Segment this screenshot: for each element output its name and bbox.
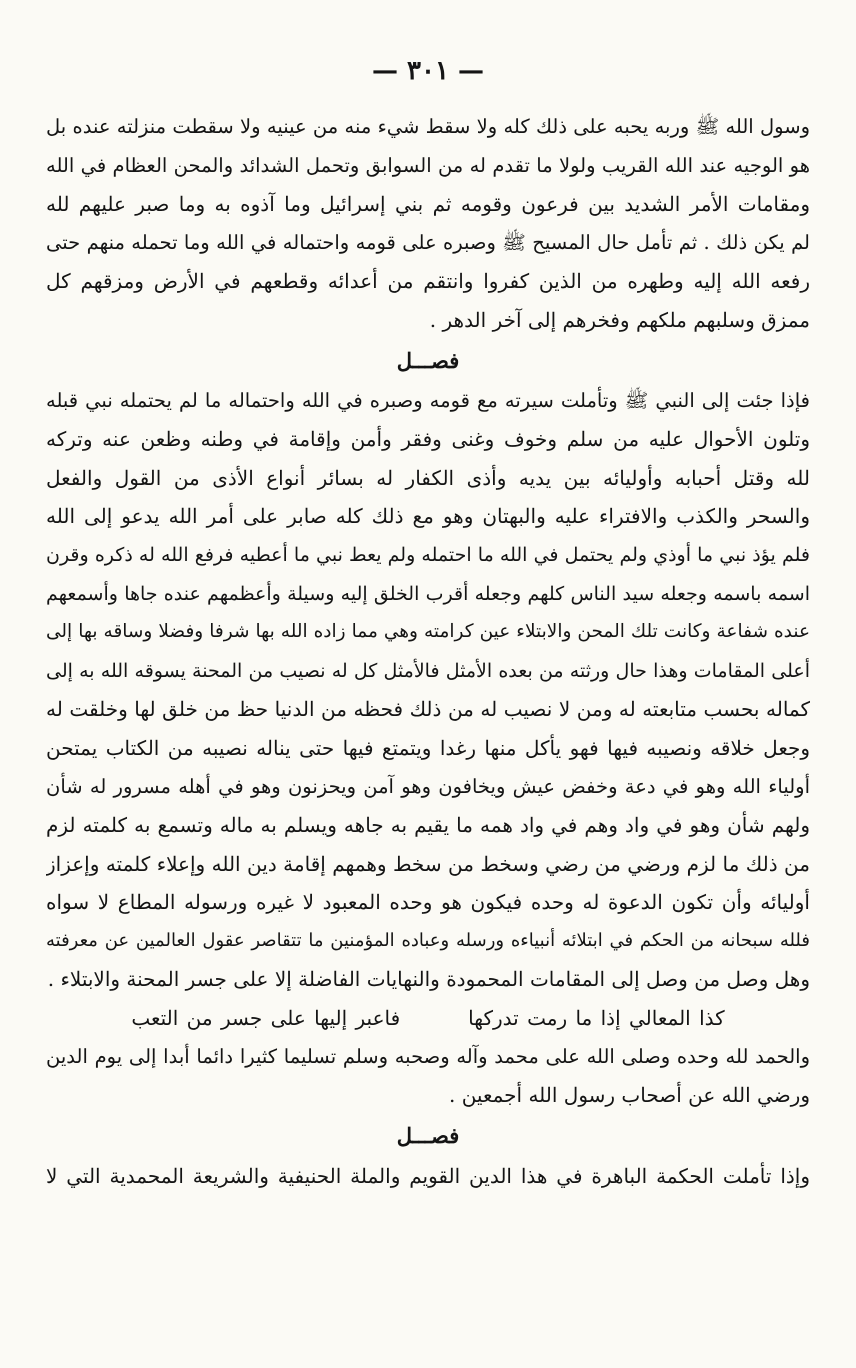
section-heading: فصـــل (396, 347, 460, 373)
verse-second-half: فاعبر إليها على جسر من التعب (131, 1006, 401, 1031)
text-line: وجعل خلاقه ونصيبه فيها فهو يأكل منها رغدا ويتمتع فيها حتى يناله نصيبه من الكتاب يمتحن (46, 735, 810, 760)
text-line: وهل وصل من وصل إلى المقامات المحمودة والنهايات الفاضلة إلا على جسر المحنة والابتلاء . (47, 967, 810, 992)
verse (46, 999, 810, 1038)
verse-first-half: كذا المعالي إذا ما رمت تدركها (468, 1006, 725, 1031)
text-line: فإذا جئت إلى النبي ﷺ وتأملت سيرته مع قومه وصبره في الله واحتماله ما لم يحتمله نبي قبله (46, 388, 810, 412)
text-line: ممزق وسلبهم ملكهم وفخرهم إلى آخر الدهر . (429, 307, 810, 332)
closing-paragraph (46, 1038, 810, 1115)
text-line: هو الوجيه عند الله القريب ولولا ما تقدم له من السوابق وتحمل الشدائد والمحن العظام في الله (46, 153, 810, 177)
text-line: والسحر والكذب والافتراء عليه والبهتان وهو مع ذلك كله صابر على أمر الله يدعو إلى الله (46, 504, 810, 529)
paragraph-3 (46, 1157, 810, 1196)
text-line: اسمه باسمه وجعله سيد الناس كلهم وجعله أقرب الخلق إليه وسيلة وأعظمهم عنده جاها وأسمعهم (46, 582, 810, 605)
text-line: والحمد لله وحده وصلى الله على محمد وآله وصحبه وسلم تسليما كثيرا دائما أبدا إلى يوم الدين (46, 1044, 810, 1068)
text-line: ولهم شأن وهو في واد وهم في واد همه ما يقيم به جاهه ويسلم به ماله وتسمع به كلمته لزم (46, 813, 810, 838)
text-line: لله وقتل أحبابه وأوليائه بين يديه وأذى الكفار له بسائر أنواع الأذى من القول والفعل (46, 465, 810, 490)
text-line: وإذا تأملت الحكمة الباهرة في هذا الدين القويم والملة الحنيفية والشريعة المحمدية التي لا (46, 1163, 810, 1188)
text-line: لم يكن ذلك . ثم تأمل حال المسيح ﷺ وصبره على قومه واحتماله في الله وما تحمله منهم حتى (46, 230, 810, 254)
text-line: وتلون الأحوال عليه من سلم وخوف وغنى وفقر وأمن وإقامة في وطنه وظعن عنه وتركه (46, 427, 810, 452)
text-line: فلم يؤذ نبي ما أوذي ولم يحتمل في الله ما احتمله ولم يعط نبي ما أعطيه فرفع الله له ذكره وقرن (46, 543, 810, 566)
section-heading: فصـــل (396, 1122, 460, 1148)
paragraph-1 (46, 108, 810, 340)
text-line: كماله بحسب متابعته له ومن لا نصيب له من ذلك فحظه من الدنيا حظ من خلق لها وخلقت له (46, 697, 810, 722)
text-line: من ذلك ما لزم ورضي من رضي وسخط من سخط وهمهم إقامة دين الله وإعلاء كلمته وإعزاز (46, 851, 810, 876)
text-line: ومقامات الأمر الشديد بين فرعون وقومه ثم بني إسرائيل وما آذوه به وما صبر عليهم لله (46, 192, 810, 217)
text-line: رفعه الله إليه وطهره من الذين كفروا وانتقم من أعدائه وقطعهم في الأرض ومزقهم كل (46, 269, 810, 294)
text-line: عنده شفاعة وكانت تلك المحن والابتلاء عين كرامته وهي مما زاده الله بها شرفا وفضلا وساقه بها إلى (46, 621, 810, 643)
text-line: أعلى المقامات وهذا حال ورثته من بعده الأمثل فالأمثل كل له نصيب من المحنة يسوقه الله به إلى (46, 659, 810, 682)
text-line: ورضي الله عن أصحاب رسول الله أجمعين . (448, 1083, 810, 1108)
paragraph-2 (46, 382, 810, 1000)
page-number: — ٣٠١ — (371, 56, 485, 86)
text-line: أوليائه وأن تكون الدعوة له وحده فيكون هو وحده المعبود لا غيره ورسوله المطاع لا سواه (46, 890, 810, 915)
text-line: وسول الله ﷺ وربه يحبه على ذلك كله ولا سقط شيء منه من عينيه ولا سقطت منزلته عنده بل (46, 115, 810, 138)
text-line: فلله سبحانه من الحكم في ابتلائه أنبياءه ورسله وعباده المؤمنين ما تتقاصر عقول العالمين عن معرفته (46, 929, 810, 951)
text-line: أولياء الله وهو في دعة وخفض عيش ويخافون وهو آمن ويحزنون وهو في أهله مسرور له شأن (46, 774, 810, 798)
